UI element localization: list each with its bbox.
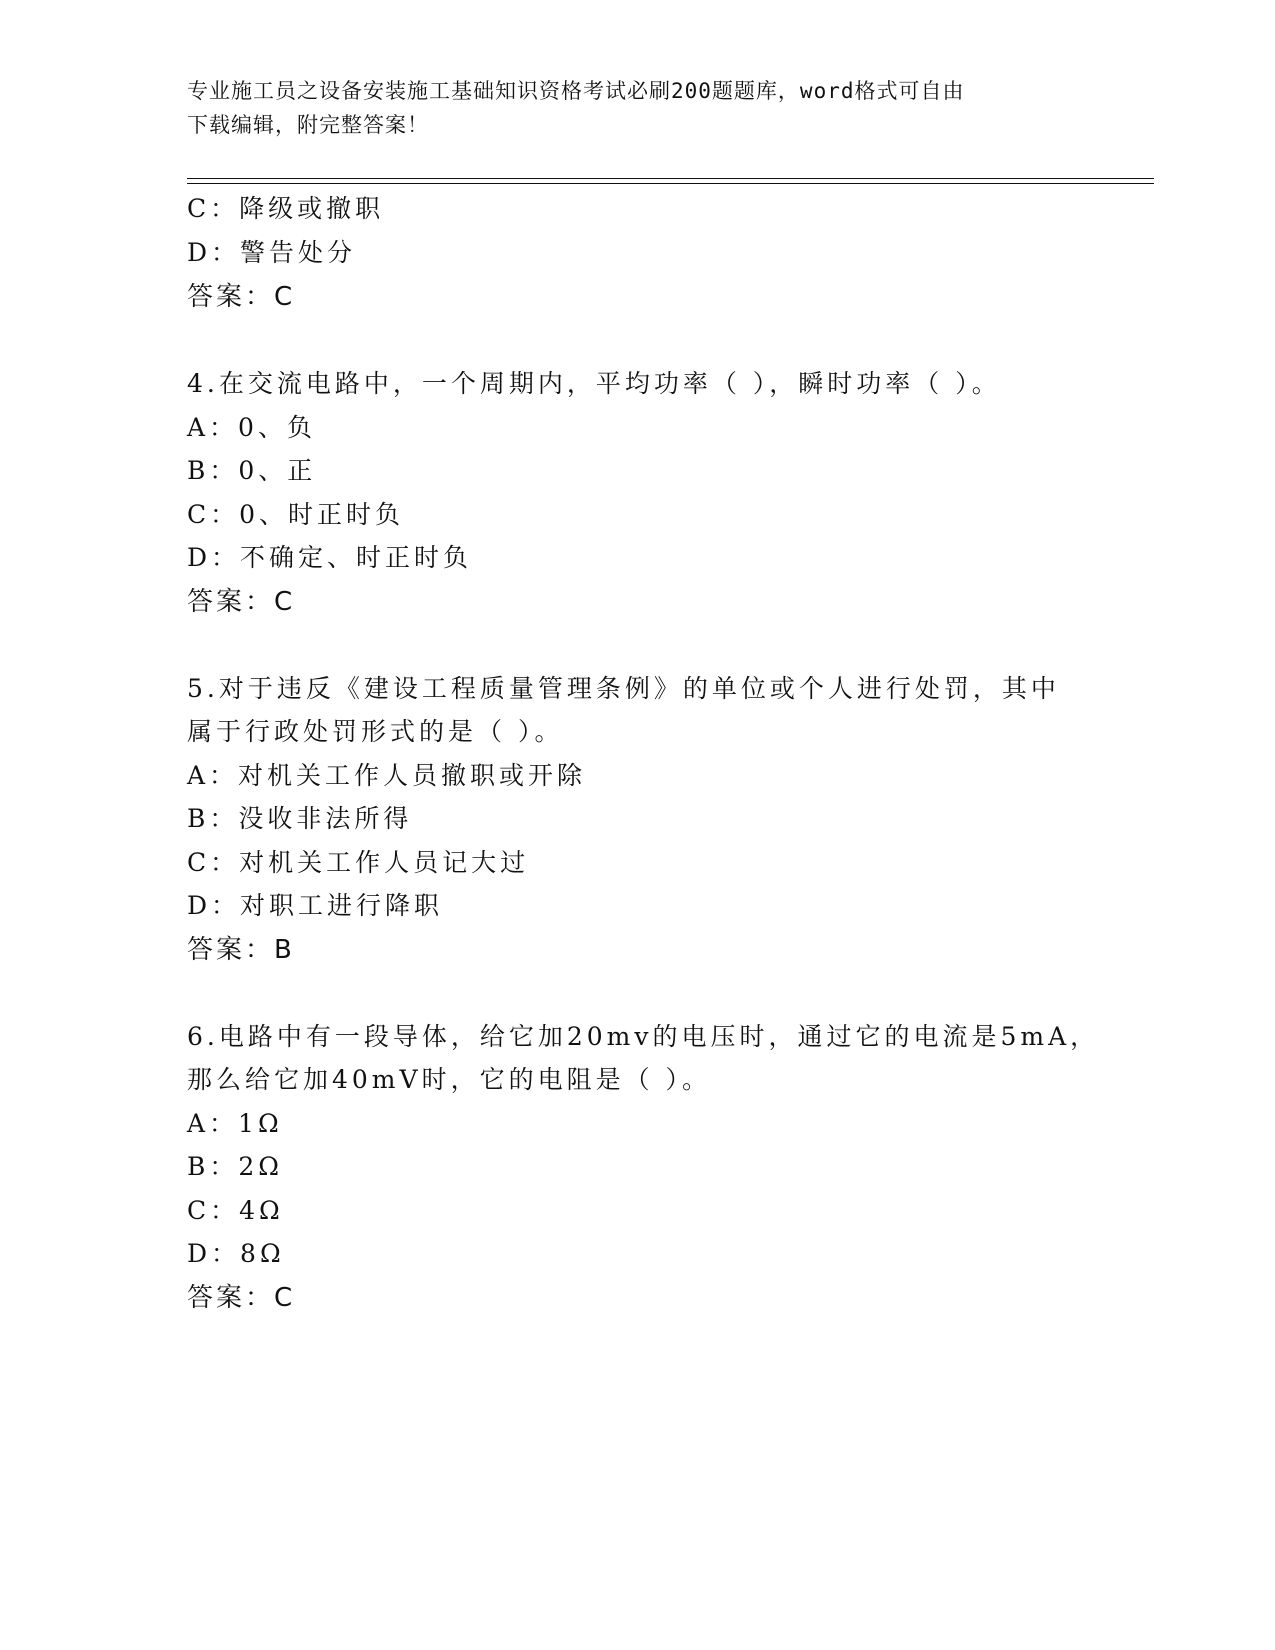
q5-option-b: B：没收非法所得 bbox=[187, 804, 413, 833]
q6-option-c: C：4Ω bbox=[187, 1196, 284, 1225]
q4-option-d: D：不确定、时正时负 bbox=[187, 543, 473, 572]
q4-option-c: C：0、时正时负 bbox=[187, 500, 405, 529]
q5-question-line-1: 5.对于违反《建设工程质量管理条例》的单位或个人进行处罚，其中 bbox=[187, 674, 1060, 703]
q6-option-d: D：8Ω bbox=[187, 1239, 285, 1268]
q5-option-d: D：对职工进行降职 bbox=[187, 891, 444, 920]
q6-option-a: A：1Ω bbox=[187, 1109, 283, 1138]
q3-answer: 答案：C bbox=[187, 282, 296, 312]
q6-answer: 答案：C bbox=[187, 1283, 296, 1313]
q6-question-line-1: 6.电路中有一段导体，给它加20mv的电压时，通过它的电流是5mA， bbox=[187, 1022, 1100, 1051]
q5-option-a: A：对机关工作人员撤职或开除 bbox=[187, 761, 587, 790]
q6-option-b: B：2Ω bbox=[187, 1152, 284, 1181]
header-rule-bottom bbox=[187, 183, 1154, 184]
header-rule-top bbox=[187, 178, 1154, 179]
q4-option-a: A：0、负 bbox=[187, 413, 316, 442]
q4-question: 4.在交流电路中，一个周期内，平均功率（ ），瞬时功率（ ）。 bbox=[187, 369, 1001, 398]
header-line-2: 下载编辑，附完整答案！ bbox=[187, 113, 429, 137]
q5-question-line-2: 属于行政处罚形式的是（ ）。 bbox=[187, 717, 564, 746]
q5-answer: 答案：B bbox=[187, 935, 295, 965]
q5-option-c: C：对机关工作人员记大过 bbox=[187, 848, 530, 877]
document-header bbox=[187, 74, 1087, 142]
q3-option-c: C：降级或撤职 bbox=[187, 194, 385, 223]
q4-option-b: B：0、正 bbox=[187, 456, 317, 485]
q6-question-line-2: 那么给它加40mV时，它的电阻是（ ）。 bbox=[187, 1065, 712, 1094]
header-line-1: 专业施工员之设备安装施工基础知识资格考试必刷200题题库，word格式可自由 bbox=[187, 79, 965, 103]
q4-answer: 答案：C bbox=[187, 587, 296, 617]
q3-option-d: D：警告处分 bbox=[187, 238, 357, 267]
